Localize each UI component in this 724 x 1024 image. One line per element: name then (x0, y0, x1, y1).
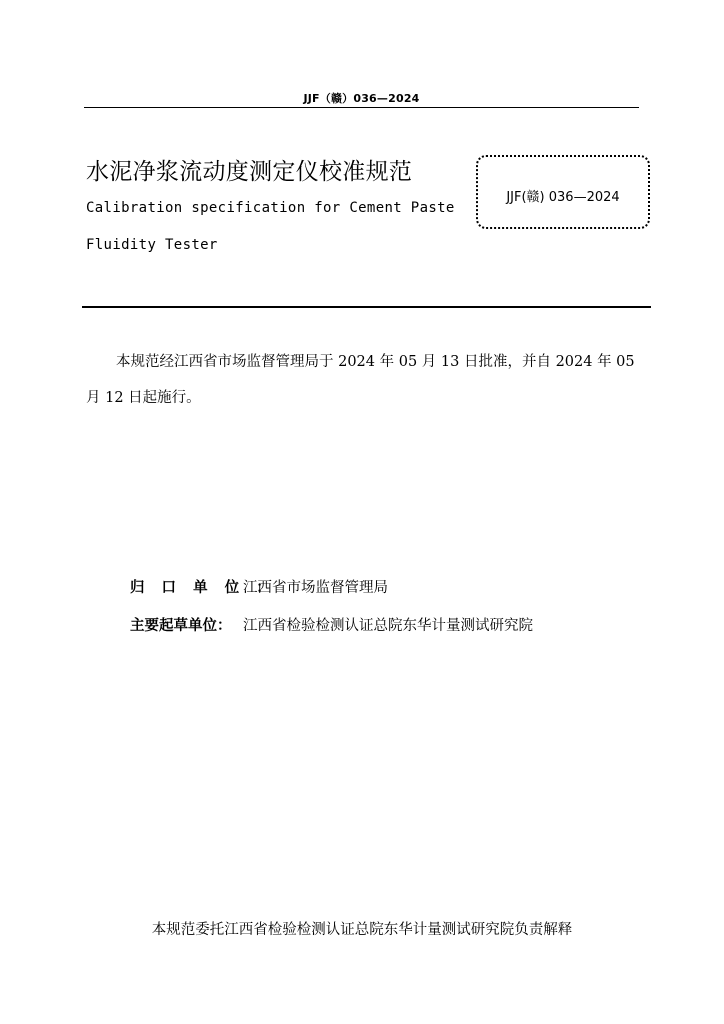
responsible-unit-label: 归 口 单 位 ： (130, 580, 277, 596)
approval-statement: 本规范经江西省市场监督管理局于 2024 年 05 月 13 日批准，并自 2024 年 05 月 12 日起施行。 (86, 354, 635, 406)
document-title-english-line1: Calibration specification for Cement Paste (86, 200, 455, 216)
standard-code-label: JJF(赣) 036—2024 (506, 190, 620, 205)
drafting-unit-label: 主要起草单位： (130, 618, 232, 634)
interpretation-note: 本规范委托江西省检验检测认证总院东华计量测试研究院负责解释 (151, 922, 573, 938)
title-divider (82, 306, 651, 308)
standard-code-box (476, 155, 650, 229)
header-standard-code: JJF（赣）036—2024 (303, 92, 420, 105)
drafting-unit-value: 江西省检验检测认证总院东华计量测试研究院 (243, 618, 533, 634)
drafting-unit-row (130, 614, 533, 635)
document-title-english-line2: Fluidity Tester (86, 237, 218, 253)
responsible-unit-row (130, 576, 388, 597)
header-divider (84, 107, 639, 108)
responsible-unit-value: 江西省市场监督管理局 (243, 580, 388, 596)
document-title-chinese: 水泥净浆流动度测定仪校准规范 (86, 159, 413, 185)
